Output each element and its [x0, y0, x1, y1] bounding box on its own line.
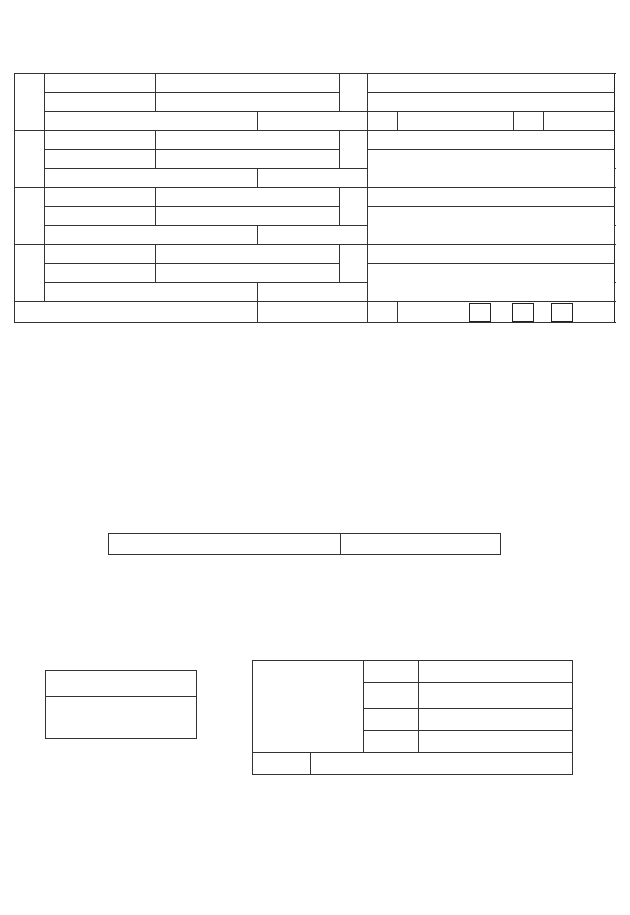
module-row: [15, 245, 615, 264]
maker-label: [45, 188, 156, 207]
module-table: [14, 73, 615, 323]
contact-mail-input[interactable]: [311, 753, 573, 775]
cert-number-input[interactable]: [368, 207, 615, 245]
cert-type-label: [340, 74, 368, 112]
contact-label: [253, 661, 364, 753]
cert-number-input[interactable]: [368, 264, 615, 302]
module-number: [15, 245, 45, 302]
total-w-input[interactable]: [258, 302, 368, 323]
contact-person-input[interactable]: [419, 683, 573, 709]
cert-type-label: [340, 188, 368, 226]
output-w-input[interactable]: [258, 283, 368, 302]
output-w-input[interactable]: [258, 112, 368, 131]
maker-input[interactable]: [156, 245, 340, 264]
module-number: [15, 188, 45, 245]
jet-checkbox[interactable]: [368, 74, 615, 93]
model-input[interactable]: [156, 150, 340, 169]
cert-number-input[interactable]: [368, 150, 615, 188]
jet-checkbox[interactable]: [368, 188, 615, 207]
output-qty-label: [45, 283, 258, 302]
equals-symbol: [514, 112, 544, 131]
output-qty-label: [45, 169, 258, 188]
contact-holiday-input[interactable]: [419, 731, 573, 753]
module-number: [15, 74, 45, 131]
submit-method-title: [46, 671, 196, 697]
module-row: [15, 74, 615, 93]
contact-person-label: [364, 683, 419, 709]
contact-mail-label: [253, 753, 311, 775]
kw-digit-box[interactable]: [469, 303, 491, 322]
cost-header-item: [109, 534, 341, 555]
maker-label: [45, 74, 156, 93]
cert-type-label: [340, 131, 368, 169]
cert-type-label: [340, 245, 368, 283]
maker-input[interactable]: [156, 188, 340, 207]
output-qty-label: [45, 112, 258, 131]
cost-table: [108, 533, 501, 555]
kw-decimal-box-1[interactable]: [512, 303, 534, 322]
total-kw-input[interactable]: [398, 302, 615, 323]
total-output-label: [15, 302, 258, 323]
contact-name-input[interactable]: [419, 661, 573, 683]
model-label: [45, 207, 156, 226]
jet-checkbox[interactable]: [368, 131, 615, 150]
arrow: [368, 302, 398, 323]
contact-holiday-label: [364, 731, 419, 753]
model-input[interactable]: [156, 93, 340, 112]
model-label: [45, 150, 156, 169]
contact-phone-input[interactable]: [419, 709, 573, 731]
contact-table: [252, 660, 573, 775]
maker-input[interactable]: [156, 74, 340, 93]
output-qty-label: [45, 226, 258, 245]
maker-label: [45, 131, 156, 150]
maker-input[interactable]: [156, 131, 340, 150]
contact-phone-label: [364, 709, 419, 731]
module-total-row: [15, 302, 615, 323]
cost-header-amount: [341, 534, 501, 555]
output-w-input[interactable]: [258, 226, 368, 245]
sheets-input[interactable]: [398, 112, 514, 131]
module-number: [15, 131, 45, 188]
cert-number-input[interactable]: [368, 93, 615, 112]
model-input[interactable]: [156, 207, 340, 226]
maker-label: [45, 245, 156, 264]
jet-checkbox[interactable]: [368, 245, 615, 264]
module-row: [15, 188, 615, 207]
model-input[interactable]: [156, 264, 340, 283]
module-row: [15, 131, 615, 150]
model-label: [45, 93, 156, 112]
times-symbol: [368, 112, 398, 131]
contact-name-label: [364, 661, 419, 683]
module-w-result[interactable]: [544, 112, 615, 131]
kw-decimal-box-2[interactable]: [551, 303, 573, 322]
submit-method-box: [45, 670, 197, 739]
output-w-input[interactable]: [258, 169, 368, 188]
model-label: [45, 264, 156, 283]
